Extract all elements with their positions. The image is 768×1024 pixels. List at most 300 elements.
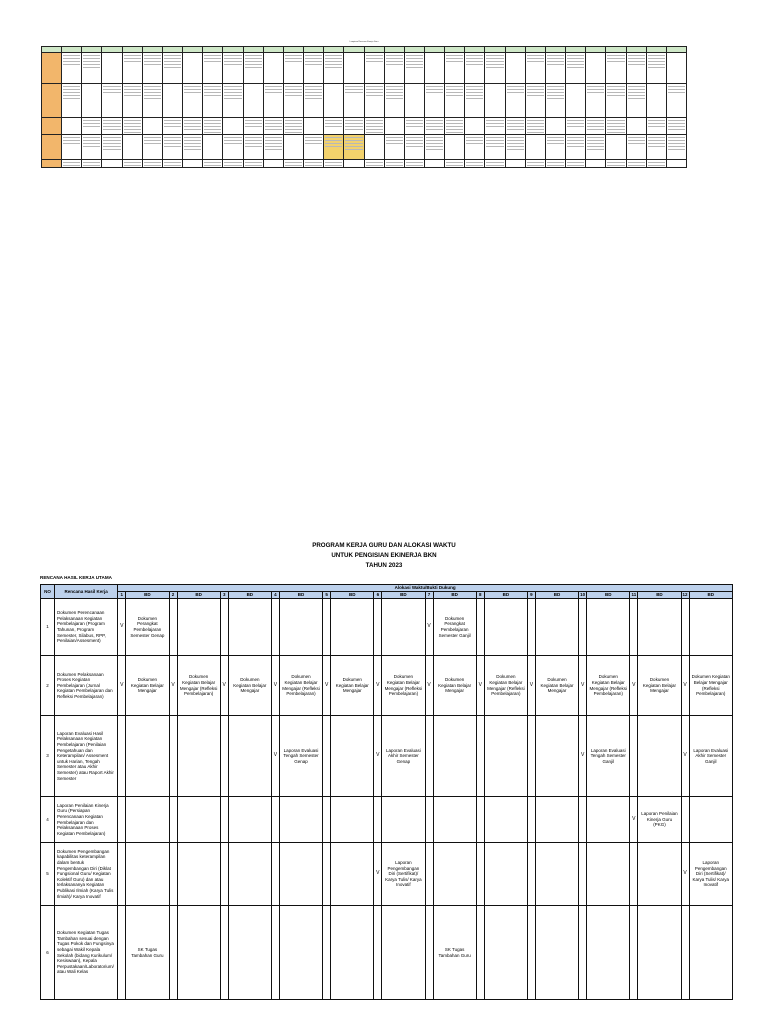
check-cell: V bbox=[630, 656, 638, 716]
bd-header: BD bbox=[177, 592, 220, 599]
evidence-cell bbox=[484, 797, 527, 843]
thumbnail-text-line bbox=[325, 143, 342, 144]
thumbnail-text-line bbox=[567, 61, 584, 62]
evidence-cell: Laporan Penilaian Kinerja Guru (PKG) bbox=[638, 797, 681, 843]
thumbnail-text-line bbox=[245, 120, 262, 121]
thumbnail-cell bbox=[525, 117, 545, 135]
thumbnail-text-line bbox=[63, 58, 80, 59]
thumbnail-text-line bbox=[83, 61, 100, 62]
evidence-cell bbox=[126, 843, 169, 906]
check-cell bbox=[476, 843, 484, 906]
thumbnail-text-line bbox=[607, 58, 624, 59]
thumbnail-text-line bbox=[648, 64, 665, 65]
thumbnail-cell bbox=[424, 52, 444, 83]
thumbnail-cell bbox=[223, 135, 243, 160]
thumbnail-text-line bbox=[386, 98, 403, 99]
check-cell: V bbox=[476, 656, 484, 716]
header-rhk: Rencana Hasil Kerja bbox=[55, 585, 118, 599]
thumbnail-text-line bbox=[507, 149, 524, 150]
thumbnail-text-line bbox=[567, 123, 584, 124]
thumbnail-text-line bbox=[144, 162, 161, 163]
thumbnail-text-line bbox=[607, 86, 624, 87]
thumbnail-text-line bbox=[547, 89, 564, 90]
check-cell: V bbox=[425, 599, 433, 656]
thumbnail-text-line bbox=[345, 149, 362, 150]
month-number-header: 10 bbox=[580, 592, 586, 598]
thumbnail-cell bbox=[203, 135, 223, 160]
thumbnail-text-line bbox=[406, 143, 423, 144]
thumbnail-text-line bbox=[507, 137, 524, 138]
thumbnail-cell bbox=[203, 52, 223, 83]
thumbnail-text-line bbox=[607, 123, 624, 124]
thumbnail-cell bbox=[465, 52, 485, 83]
check-cell bbox=[527, 599, 535, 656]
check-cell bbox=[630, 843, 638, 906]
thumbnail-cell bbox=[646, 135, 666, 160]
thumbnail-cell bbox=[142, 160, 162, 168]
bd-header: BD bbox=[382, 592, 425, 599]
evidence-cell: Laporan Pengembangan Diri (Sertifikat)/ Karya Tulis/ Karya Inovatif bbox=[382, 843, 425, 906]
thumbnail-text-line bbox=[63, 137, 80, 138]
thumbnail-cell bbox=[344, 117, 364, 135]
thumbnail-cell bbox=[122, 135, 142, 160]
thumbnail-text-line bbox=[668, 89, 685, 90]
thumbnail-cell bbox=[545, 135, 565, 160]
check-cell: V bbox=[579, 656, 587, 716]
thumbnail-cell bbox=[344, 52, 364, 83]
evidence-cell: Dokumen Perangkat Pembelajaran Semester Genap bbox=[126, 599, 169, 656]
check-cell bbox=[271, 797, 279, 843]
thumbnail-text-line bbox=[144, 98, 161, 99]
evidence-cell bbox=[177, 797, 220, 843]
thumbnail-text-line bbox=[184, 137, 201, 138]
thumbnail-cell bbox=[324, 83, 344, 117]
thumbnail-text-line bbox=[587, 126, 604, 127]
thumbnail-cell bbox=[566, 52, 586, 83]
thumbnail-text-line bbox=[648, 126, 665, 127]
row-rhk-text: Dokumen Perencanaan Pelaksanaan Kegiatan Pembelajaran (Program Tahunan, Program Semester, Silabus, RPP, Penilaian/Assesment) bbox=[55, 599, 118, 656]
thumbnail-text-line bbox=[164, 64, 181, 65]
evidence-cell: Dokumen Perangkat Pembelajaran Semester Ganjil bbox=[433, 599, 476, 656]
thumbnail-text-line bbox=[204, 132, 221, 133]
thumbnail-cell bbox=[384, 160, 404, 168]
thumbnail-text-line bbox=[567, 143, 584, 144]
check-cell bbox=[220, 716, 228, 797]
thumbnail-text-line bbox=[486, 137, 503, 138]
thumbnail-cell bbox=[525, 52, 545, 83]
thumbnail-text-line bbox=[285, 89, 302, 90]
check-cell bbox=[630, 906, 638, 1000]
thumbnail-cell bbox=[162, 117, 182, 135]
thumbnail-cell bbox=[203, 117, 223, 135]
thumbnail-cell bbox=[626, 160, 646, 168]
evidence-cell bbox=[433, 797, 476, 843]
thumbnail-cell bbox=[183, 52, 203, 83]
thumbnail-text-line bbox=[285, 95, 302, 96]
thumbnail-text-line bbox=[184, 143, 201, 144]
thumbnail-text-line bbox=[628, 98, 645, 99]
thumbnail-text-line bbox=[607, 89, 624, 90]
thumbnail-text-line bbox=[406, 64, 423, 65]
thumbnail-text-line bbox=[366, 61, 383, 62]
thumbnail-text-line bbox=[386, 86, 403, 87]
thumbnail-text-line bbox=[466, 55, 483, 56]
thumbnail-text-line bbox=[325, 55, 342, 56]
check-cell: V bbox=[271, 716, 279, 797]
thumbnail-text-line bbox=[668, 120, 685, 121]
thumbnail-text-line bbox=[426, 86, 443, 87]
thumbnail-text-line bbox=[527, 58, 544, 59]
thumbnail-text-line bbox=[507, 120, 524, 121]
thumbnail-text-line bbox=[265, 126, 282, 127]
thumbnail-text-line bbox=[224, 58, 241, 59]
thumbnail-cell bbox=[465, 135, 485, 160]
thumbnail-text-line bbox=[406, 67, 423, 68]
evidence-cell bbox=[382, 906, 425, 1000]
thumbnail-text-line bbox=[567, 64, 584, 65]
check-cell bbox=[579, 797, 587, 843]
thumbnail-cell bbox=[324, 135, 344, 160]
thumbnail-text-line bbox=[325, 58, 342, 59]
thumbnail-text-line bbox=[184, 126, 201, 127]
check-cell bbox=[323, 843, 331, 906]
thumbnail-cell bbox=[62, 160, 82, 168]
thumbnail-cell bbox=[183, 117, 203, 135]
evidence-cell bbox=[279, 843, 322, 906]
thumbnail-text-line bbox=[366, 162, 383, 163]
evidence-cell bbox=[331, 797, 374, 843]
evidence-cell bbox=[638, 716, 681, 797]
thumbnail-text-line bbox=[648, 143, 665, 144]
thumbnail-text-line bbox=[486, 58, 503, 59]
thumbnail-text-line bbox=[567, 146, 584, 147]
thumbnail-text-line bbox=[486, 140, 503, 141]
thumbnail-cell bbox=[545, 83, 565, 117]
thumbnail-text-line bbox=[386, 140, 403, 141]
thumbnail-cell bbox=[384, 117, 404, 135]
thumbnail-text-line bbox=[224, 55, 241, 56]
thumbnail-cell bbox=[666, 83, 686, 117]
thumbnail-text-line bbox=[426, 149, 443, 150]
thumbnail-text-line bbox=[124, 55, 141, 56]
thumbnail-cell bbox=[162, 52, 182, 83]
evidence-cell: Dokumen Kegiatan Belajar Mengajar bbox=[126, 656, 169, 716]
thumbnail-text-line bbox=[265, 143, 282, 144]
document-title-line-2: UNTUK PENGISIAN EKINERJA BKN bbox=[331, 552, 437, 559]
thumbnail-text-line bbox=[124, 120, 141, 121]
thumbnail-cell bbox=[404, 117, 424, 135]
thumbnail-cell bbox=[283, 135, 303, 160]
thumbnail-cell bbox=[263, 83, 283, 117]
thumbnail-text-line bbox=[184, 146, 201, 147]
evidence-cell bbox=[279, 797, 322, 843]
thumbnail-text-line bbox=[103, 126, 120, 127]
thumbnail-text-line bbox=[83, 137, 100, 138]
thumbnail-text-line bbox=[103, 143, 120, 144]
evidence-cell: Laporan Evaluasi Akhir Semester Ganjil bbox=[689, 716, 732, 797]
thumbnail-text-line bbox=[406, 58, 423, 59]
thumbnail-cell bbox=[142, 83, 162, 117]
check-cell bbox=[220, 843, 228, 906]
thumbnail-cell bbox=[666, 52, 686, 83]
thumbnail-text-line bbox=[466, 140, 483, 141]
thumbnail-text-line bbox=[164, 58, 181, 59]
month-number-header: 12 bbox=[682, 592, 688, 598]
thumbnail-text-line bbox=[466, 165, 483, 166]
thumbnail-text-line bbox=[587, 123, 604, 124]
thumbnail-text-line bbox=[103, 89, 120, 90]
thumbnail-cell bbox=[606, 135, 626, 160]
thumbnail-text-line bbox=[245, 58, 262, 59]
thumbnail-text-line bbox=[648, 137, 665, 138]
bd-header: BD bbox=[484, 592, 527, 599]
thumbnail-text-line bbox=[63, 98, 80, 99]
thumbnail-text-line bbox=[224, 95, 241, 96]
thumbnail-text-line bbox=[224, 86, 241, 87]
thumbnail-cell bbox=[243, 135, 263, 160]
thumbnail-text-line bbox=[587, 149, 604, 150]
thumbnail-cell bbox=[304, 52, 324, 83]
thumbnail-text-line bbox=[668, 143, 685, 144]
evidence-cell bbox=[587, 599, 630, 656]
thumbnail-text-line bbox=[587, 146, 604, 147]
thumbnail-cell bbox=[102, 117, 122, 135]
thumbnail-text-line bbox=[305, 98, 322, 99]
thumbnail-text-line bbox=[144, 86, 161, 87]
thumbnail-row bbox=[42, 117, 687, 135]
thumbnail-text-line bbox=[265, 140, 282, 141]
thumbnail-text-line bbox=[305, 58, 322, 59]
thumbnail-text-line bbox=[406, 123, 423, 124]
thumbnail-cell bbox=[505, 52, 525, 83]
evidence-cell: Laporan Evaluasi Akhir Semester Genap bbox=[382, 716, 425, 797]
thumbnail-cell bbox=[62, 117, 82, 135]
thumbnail-cell bbox=[283, 160, 303, 168]
check-cell: V bbox=[220, 656, 228, 716]
thumbnail-cell bbox=[586, 83, 606, 117]
thumbnail-cell bbox=[62, 135, 82, 160]
spreadsheet-thumbnail bbox=[41, 40, 687, 168]
thumbnail-cell bbox=[545, 160, 565, 168]
thumbnail-cell bbox=[626, 52, 646, 83]
thumbnail-text-line bbox=[164, 146, 181, 147]
thumbnail-cell bbox=[344, 135, 364, 160]
thumbnail-text-line bbox=[63, 64, 80, 65]
thumbnail-text-line bbox=[345, 140, 362, 141]
thumbnail-title: Lampiran Rencana Kinerja Guru bbox=[349, 41, 379, 43]
thumbnail-cell bbox=[525, 83, 545, 117]
check-cell bbox=[118, 716, 126, 797]
thumbnail-text-line bbox=[486, 67, 503, 68]
evidence-cell bbox=[177, 716, 220, 797]
thumbnail-text-line bbox=[668, 123, 685, 124]
thumbnail-cell bbox=[485, 83, 505, 117]
thumbnail-text-line bbox=[103, 137, 120, 138]
thumbnail-cell bbox=[183, 135, 203, 160]
thumbnail-text-line bbox=[285, 92, 302, 93]
thumbnail-text-line bbox=[507, 126, 524, 127]
thumbnail-cell bbox=[183, 160, 203, 168]
thumbnail-cell bbox=[304, 135, 324, 160]
thumbnail-cell bbox=[545, 52, 565, 83]
thumbnail-text-line bbox=[527, 165, 544, 166]
evidence-cell bbox=[177, 843, 220, 906]
thumbnail-text-line bbox=[386, 137, 403, 138]
thumbnail-row bbox=[42, 52, 687, 83]
thumbnail-text-line bbox=[486, 146, 503, 147]
thumbnail-text-line bbox=[345, 120, 362, 121]
thumbnail-text-line bbox=[527, 123, 544, 124]
check-cell: V bbox=[681, 716, 689, 797]
thumbnail-cell bbox=[364, 117, 384, 135]
thumbnail-cell bbox=[122, 83, 142, 117]
thumbnail-text-line bbox=[507, 129, 524, 130]
thumbnail-text-line bbox=[83, 58, 100, 59]
thumbnail-text-line bbox=[204, 58, 221, 59]
thumbnail-text-line bbox=[103, 123, 120, 124]
thumbnail-text-line bbox=[587, 129, 604, 130]
thumbnail-cell bbox=[485, 135, 505, 160]
table-row bbox=[41, 843, 733, 906]
thumbnail-text-line bbox=[204, 61, 221, 62]
thumbnail-text-line bbox=[63, 55, 80, 56]
thumbnail-text-line bbox=[366, 86, 383, 87]
thumbnail-text-line bbox=[305, 61, 322, 62]
thumbnail-cell bbox=[646, 52, 666, 83]
check-cell bbox=[374, 599, 382, 656]
thumbnail-cell bbox=[203, 160, 223, 168]
bd-header: BD bbox=[587, 592, 630, 599]
check-cell bbox=[630, 599, 638, 656]
thumbnail-cell bbox=[162, 83, 182, 117]
thumbnail-text-line bbox=[446, 132, 463, 133]
thumbnail-cell bbox=[445, 83, 465, 117]
month-number-header: 9 bbox=[527, 592, 535, 599]
thumbnail-text-line bbox=[446, 86, 463, 87]
thumbnail-text-line bbox=[406, 165, 423, 166]
bd-header: BD bbox=[535, 592, 578, 599]
thumbnail-text-line bbox=[527, 120, 544, 121]
thumbnail-text-line bbox=[164, 165, 181, 166]
thumbnail-text-line bbox=[366, 129, 383, 130]
thumbnail-text-line bbox=[648, 58, 665, 59]
thumbnail-cell bbox=[304, 83, 324, 117]
thumbnail-text-line bbox=[144, 143, 161, 144]
thumbnail-text-line bbox=[224, 140, 241, 141]
thumbnail-text-line bbox=[386, 92, 403, 93]
thumbnail-text-line bbox=[386, 89, 403, 90]
thumbnail-cell bbox=[384, 52, 404, 83]
thumbnail-text-line bbox=[144, 140, 161, 141]
thumbnail-cell bbox=[304, 117, 324, 135]
table-row bbox=[41, 599, 733, 656]
thumbnail-cell bbox=[223, 83, 243, 117]
check-cell: V bbox=[681, 843, 689, 906]
thumbnail-text-line bbox=[164, 55, 181, 56]
thumbnail-text-line bbox=[325, 126, 342, 127]
thumbnail-text-line bbox=[204, 162, 221, 163]
thumbnail-cell bbox=[263, 117, 283, 135]
thumbnail-cell bbox=[344, 160, 364, 168]
thumbnail-cell bbox=[364, 135, 384, 160]
thumbnail-text-line bbox=[587, 137, 604, 138]
thumbnail-text-line bbox=[285, 129, 302, 130]
thumbnail-text-line bbox=[124, 61, 141, 62]
thumbnail-text-line bbox=[144, 92, 161, 93]
month-number-header: 8 bbox=[476, 592, 484, 599]
thumbnail-text-line bbox=[628, 143, 645, 144]
thumbnail-text-line bbox=[325, 64, 342, 65]
thumbnail-text-line bbox=[628, 55, 645, 56]
evidence-cell: SK Tugas Tambahan Guru bbox=[433, 906, 476, 1000]
row-rhk-text: Dokumen Kegiatan Tugas Tambahan sesuai dengan Tugas Pokok dan Fungsinya sebagai Wakil Kepala Sekolah (bidang Kurikulum/ Kesiswaan), Kepala Perpustakaan/Laboratorium/ atau Wali Kelas bbox=[55, 906, 118, 1000]
thumbnail-text-line bbox=[406, 140, 423, 141]
thumbnail-text-line bbox=[507, 143, 524, 144]
thumbnail-text-line bbox=[83, 162, 100, 163]
thumbnail-text-line bbox=[325, 137, 342, 138]
thumbnail-text-line bbox=[426, 129, 443, 130]
thumbnail-text-line bbox=[245, 64, 262, 65]
thumbnail-cell bbox=[424, 135, 444, 160]
thumbnail-text-line bbox=[527, 89, 544, 90]
thumbnail-text-line bbox=[547, 162, 564, 163]
thumbnail-text-line bbox=[285, 165, 302, 166]
thumbnail-text-line bbox=[345, 137, 362, 138]
thumbnail-text-line bbox=[124, 165, 141, 166]
thumbnail-text-line bbox=[366, 132, 383, 133]
thumbnail-text-line bbox=[245, 55, 262, 56]
thumbnail-cell bbox=[142, 117, 162, 135]
evidence-cell bbox=[484, 716, 527, 797]
check-cell bbox=[323, 716, 331, 797]
check-cell bbox=[374, 906, 382, 1000]
evidence-cell: Dokumen Kegiatan Belajar Mengajar (Refleksi Pembelajaran) bbox=[279, 656, 322, 716]
thumbnail-text-line bbox=[245, 67, 262, 68]
thumbnail-cell bbox=[263, 160, 283, 168]
evidence-cell: Laporan Pengembangan Diri (Sertifikat)/ Karya Tulis/ Karya Inovatif bbox=[689, 843, 732, 906]
thumbnail-text-line bbox=[184, 140, 201, 141]
thumbnail-text-line bbox=[668, 149, 685, 150]
thumbnail-text-line bbox=[124, 95, 141, 96]
thumbnail-cell bbox=[505, 117, 525, 135]
thumbnail-text-line bbox=[224, 92, 241, 93]
table-row bbox=[41, 716, 733, 797]
thumbnail-cell bbox=[142, 135, 162, 160]
thumbnail-cell bbox=[62, 52, 82, 83]
thumbnail-text-line bbox=[305, 143, 322, 144]
thumbnail-cell bbox=[42, 160, 62, 168]
row-number: 1 bbox=[41, 599, 55, 656]
thumbnail-row bbox=[42, 160, 687, 168]
thumbnail-table bbox=[41, 46, 687, 168]
thumbnail-text-line bbox=[204, 126, 221, 127]
thumbnail-text-line bbox=[124, 132, 141, 133]
thumbnail-text-line bbox=[83, 123, 100, 124]
thumbnail-text-line bbox=[204, 55, 221, 56]
check-cell bbox=[425, 716, 433, 797]
evidence-cell bbox=[535, 599, 578, 656]
thumbnail-cell bbox=[646, 117, 666, 135]
thumbnail-text-line bbox=[406, 61, 423, 62]
check-cell bbox=[425, 797, 433, 843]
thumbnail-text-line bbox=[124, 89, 141, 90]
thumbnail-text-line bbox=[426, 140, 443, 141]
thumbnail-text-line bbox=[366, 165, 383, 166]
check-cell bbox=[118, 843, 126, 906]
thumbnail-text-line bbox=[285, 86, 302, 87]
thumbnail-text-line bbox=[547, 86, 564, 87]
row-number: 5 bbox=[41, 843, 55, 906]
